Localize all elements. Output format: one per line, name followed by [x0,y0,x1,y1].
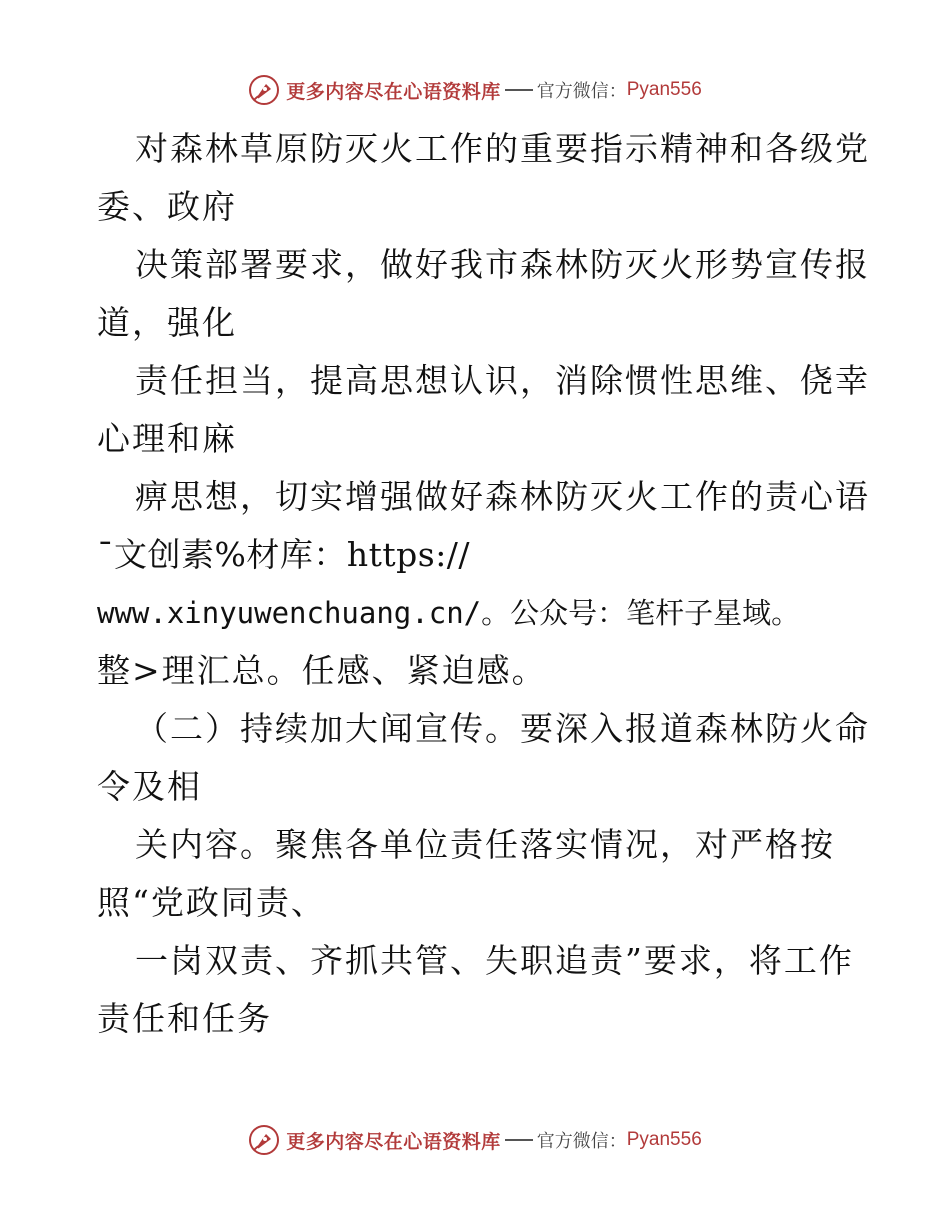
body-line: 一岗双责、齐抓共管、失职追责”要求，将工作 [135,941,854,980]
body-line: 责任担当，提高思想认识，消除惯性思维、侥幸 [135,361,870,400]
banner-title: 更多内容尽在心语资料库 [286,1130,501,1153]
body-line: www.xinyuwenchuang.cn/。公众号：笔杆子星域。 [97,596,801,630]
header-banner [0,70,950,110]
banner-wechat-id: Pyan556 [626,1129,702,1150]
footer-banner [0,1120,950,1160]
banner-divider [505,1139,533,1141]
body-line: 对森林草原防灭火工作的重要指示精神和各级党 [135,129,870,168]
body-line: 令及相 [97,767,202,806]
body-line: 心理和麻 [97,419,237,458]
pen-nib-logo-icon [248,1124,280,1156]
banner-divider [505,89,533,91]
body-line: 痹思想，切实增强做好森林防灭火工作的责心语 [135,477,870,516]
body-line: 责任和任务 [97,999,272,1038]
body-line: （二）持续加大闻宣传。要深入报道森林防火命 [135,709,870,748]
banner-wechat-id: Pyan556 [626,79,702,100]
pen-nib-logo-icon [248,74,280,106]
body-line: 决策部署要求，做好我市森林防灭火形势宣传报 [135,245,870,284]
document-body [97,120,870,1048]
banner-wechat-label: 官方微信： [536,1131,627,1152]
body-line: 整>理汇总。任感、紧迫感。 [97,651,547,690]
body-line: ¯文创素%材库：https:// [97,535,471,574]
body-line: 道，强化 [97,303,237,342]
body-line: 关内容。聚焦各单位责任落实情况，对严格按 [135,825,835,864]
banner-title: 更多内容尽在心语资料库 [286,80,501,103]
body-line: 委、政府 [97,187,237,226]
body-line: 照“党政同责、 [97,883,326,922]
banner-wechat-label: 官方微信： [536,81,627,102]
